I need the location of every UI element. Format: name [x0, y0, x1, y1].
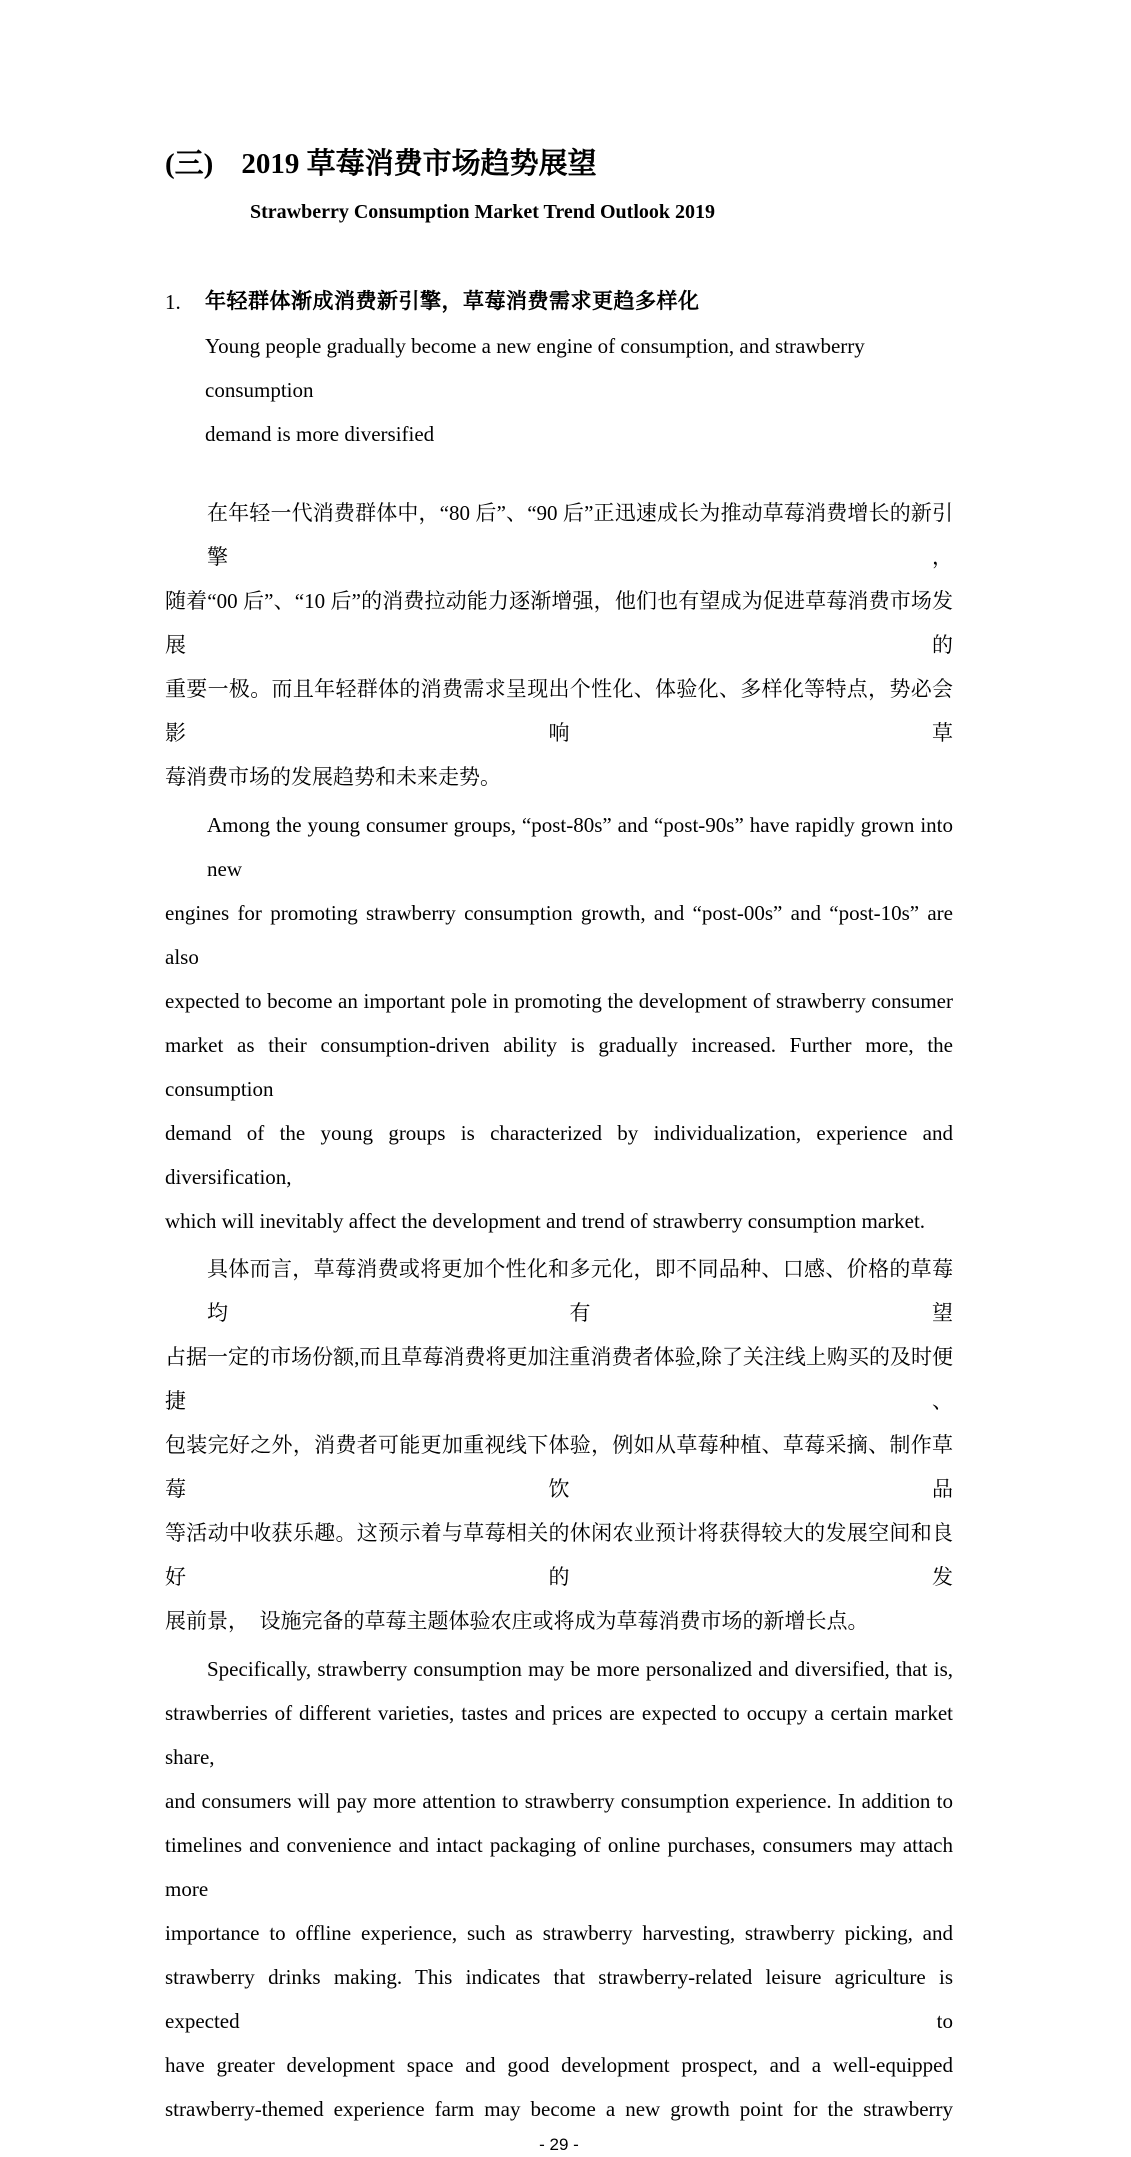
paragraph-line: Among the young consumer groups, “post-80s” and “post-90s” have rapidly grown into new [207, 813, 953, 881]
paragraph-zh-1 [165, 491, 953, 799]
paragraph-line: market as their consumption-driven ability is gradually increased. Further more, the consumption [165, 1033, 953, 1101]
paragraph-line: demand of the young groups is characterized by individualization, experience and diversification, [165, 1121, 953, 1189]
paragraph-en-1 [165, 803, 953, 1243]
section-heading [165, 280, 953, 324]
paragraph-line: importance to offline experience, such as strawberry harvesting, strawberry picking, and [165, 1921, 953, 1945]
section-number: 1. [165, 290, 181, 314]
paragraph-line: strawberry drinks making. This indicates that strawberry-related leisure agriculture is expected to [165, 1965, 953, 2033]
page-number: - 29 - [539, 2135, 579, 2154]
paragraph-line: 占据一定的市场份额,而且草莓消费将更加注重消费者体验,除了关注线上购买的及时便捷、 [165, 1345, 953, 1413]
chapter-title: 2019 草莓消费市场趋势展望 [241, 148, 597, 180]
paragraph-line: strawberry-themed experience farm may become a new growth point for the strawberry [165, 2097, 953, 2121]
section-subtitle-en-line: demand is more diversified [205, 422, 435, 446]
paragraph-line: 在年轻一代消费群体中，“80 后”、“90 后”正迅速成长为推动草莓消费增长的新引擎， [207, 501, 953, 569]
chapter-subtitle-en: Strawberry Consumption Market Trend Outlook 2019 [250, 201, 716, 223]
body-text [165, 491, 953, 2131]
paragraph-line: 重要一极。而且年轻群体的消费需求呈现出个性化、体验化、多样化等特点，势必会影响草 [165, 677, 953, 745]
paragraph-line: Specifically, strawberry consumption may be more personalized and diversified, that is, [207, 1657, 953, 1681]
paragraph-line: 莓消费市场的发展趋势和未来走势。 [165, 765, 501, 789]
paragraph-line: 展前景， 设施完备的草莓主题体验农庄或将成为草莓消费市场的新增长点。 [165, 1609, 869, 1633]
paragraph-line: which will inevitably affect the development and trend of strawberry consumption market. [165, 1209, 926, 1233]
chapter-heading [165, 0, 953, 183]
section-subtitle-en-line: Young people gradually become a new engine of consumption, and strawberry consumption [205, 334, 865, 402]
section-1 [165, 280, 953, 456]
paragraph-line: 等活动中收获乐趣。这预示着与草莓相关的休闲农业预计将获得较大的发展空间和良好的发 [165, 1521, 953, 1589]
paragraph-line: timelines and convenience and intact packaging of online purchases, consumers may attach more [165, 1833, 953, 1901]
chapter-number: (三) [165, 148, 214, 180]
paragraph-line: 包装完好之外，消费者可能更加重视线下体验，例如从草莓种植、草莓采摘、制作草莓饮品 [165, 1433, 953, 1501]
paragraph-line: expected to become an important pole in promoting the development of strawberry consumer [165, 989, 953, 1013]
section-title-zh: 年轻群体渐成消费新引擎，草莓消费需求更趋多样化 [205, 290, 700, 313]
paragraph-line: 具体而言，草莓消费或将更加个性化和多元化，即不同品种、口感、价格的草莓均有望 [207, 1257, 953, 1325]
paragraph-line: 随着“00 后”、“10 后”的消费拉动能力逐渐增强，他们也有望成为促进草莓消费市场发展的 [165, 589, 953, 657]
paragraph-line: strawberries of different varieties, tastes and prices are expected to occupy a certain market share, [165, 1701, 953, 1769]
paragraph-line: and consumers will pay more attention to strawberry consumption experience. In addition to [165, 1789, 953, 1813]
paragraph-line: engines for promoting strawberry consumption growth, and “post-00s” and “post-10s” are also [165, 901, 953, 969]
paragraph-zh-2 [165, 1247, 953, 1643]
paragraph-en-2 [165, 1647, 953, 2131]
paragraph-line: have greater development space and good development prospect, and a well-equipped [165, 2053, 953, 2077]
